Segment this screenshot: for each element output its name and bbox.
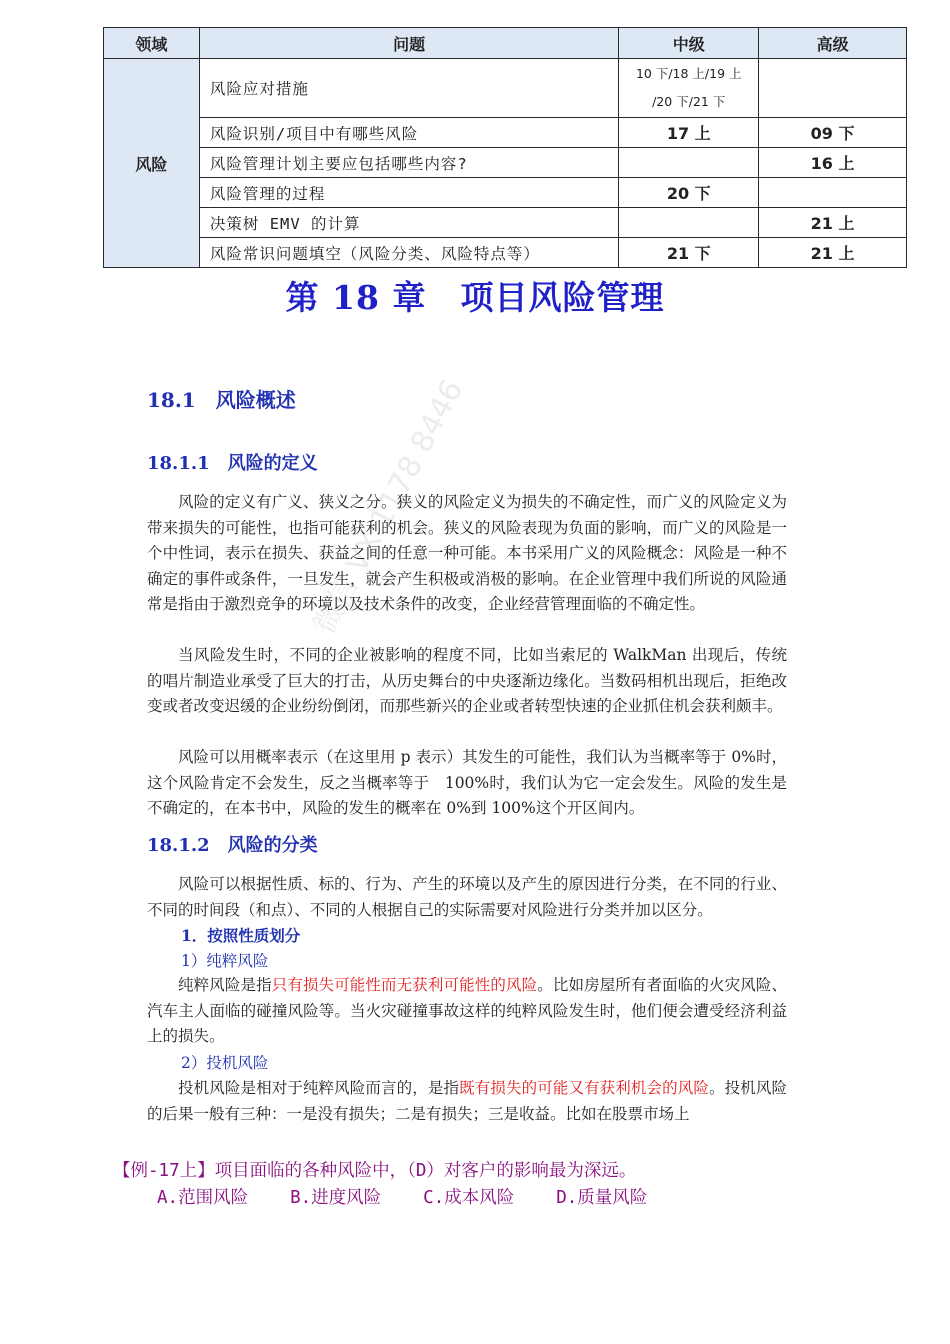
question-cell: 决策树 EMV 的计算 — [199, 208, 618, 238]
table-row — [104, 178, 907, 208]
mid-cell — [619, 148, 759, 178]
watermark: 微信 VX 1178 8446 — [307, 374, 471, 641]
high-cell: 21 上 — [759, 208, 907, 238]
header-high: 高级 — [759, 28, 907, 59]
question-cell: 风险应对措施 — [199, 59, 618, 118]
paragraph-probability: 风险可以用概率表示（在这里用 p 表示）其发生的可能性，我们认为当概率等于 0%时，这个风险肯定不会发生，反之当概率等于 100%时，我们认为它一定会发生。风险的发生是不确定的，在本书中，风险的发生的概率在 0%到 100%这个开区间内。 — [147, 748, 787, 817]
example-question: 【例-17上】项目面临的各种风险中，（D）对客户的影响最为深远。 — [113, 1161, 637, 1181]
highlight-text: 既有损失的可能又有获利机会的风险 — [459, 1079, 710, 1097]
high-cell — [759, 178, 907, 208]
header-question: 问题 — [199, 28, 618, 59]
paragraph-speculative-risk — [147, 1076, 787, 1127]
subsection-heading: 18.1.1 风险的定义 — [147, 453, 318, 474]
table-row — [104, 208, 907, 238]
table-row — [104, 238, 907, 268]
table-row — [104, 148, 907, 178]
chapter-title: 第 18 章 项目风险管理 — [285, 278, 665, 317]
high-cell: 09 下 — [759, 118, 907, 148]
area-cell: 风险 — [104, 59, 200, 268]
header-mid: 中级 — [619, 28, 759, 59]
paragraph-definition: 风险的定义有广义、狭义之分。狭义的风险定义为损失的不确定性，而广义的风险定义为带来损失的可能性，也指可能获利的机会。狭义的风险表现为负面的影响，而广义的风险是一个中性词，表示在损失、获益之间的任意一种可能。本书采用广义的风险概念：风险是一种不确定的事件或条件，一旦发生，就会产生积极或消极的影响。在企业管理中我们所说的风险通常是指由于激烈竞争的环境以及技术条件的改变，企业经营管理面临的不确定性。 — [147, 493, 787, 613]
option-b: B.进度风险 — [290, 1188, 382, 1208]
pure-risk-heading: 1）纯粹风险 — [181, 952, 269, 970]
high-cell — [759, 59, 907, 118]
mid-cell: 17 上 — [619, 118, 759, 148]
paragraph-classification: 风险可以根据性质、标的、行为、产生的环境以及产生的原因进行分类，在不同的行业、不同的时间段（和点）、不同的人根据自己的实际需要对风险进行分类并加以区分。 — [147, 875, 787, 919]
classification-heading: 1．按照性质划分 — [181, 926, 301, 945]
table-header-row — [104, 28, 907, 59]
question-table — [103, 27, 907, 268]
option-c: C.成本风险 — [423, 1188, 515, 1208]
paragraph-pure-risk — [147, 973, 787, 1050]
question-cell: 风险管理计划主要应包括哪些内容? — [199, 148, 618, 178]
mid-cell — [619, 59, 759, 118]
option-d: D.质量风险 — [556, 1188, 648, 1208]
text-span: 。投机风险的后果一般有三种：一是没有损失；二是有损失；三是收益。比如在股票市场上 — [147, 1079, 787, 1123]
speculative-risk-heading: 2）投机风险 — [181, 1054, 269, 1072]
subsection-heading: 18.1.2 风险的分类 — [147, 835, 318, 856]
highlight-text: 只有损失可能性而无获利可能性的风险 — [271, 976, 538, 994]
mid-cell — [619, 208, 759, 238]
high-cell: 16 上 — [759, 148, 907, 178]
text-span: 纯粹风险是指 — [178, 976, 272, 994]
question-cell: 风险管理的过程 — [199, 178, 618, 208]
table-row — [104, 118, 907, 148]
mid-line: 10 下/18 上/19 上 — [635, 66, 742, 81]
paragraph-impact: 当风险发生时，不同的企业被影响的程度不同，比如当索尼的 WalkMan 出现后，传统的唱片制造业承受了巨大的打击，从历史舞台的中央逐渐边缘化。当数码相机出现后，拒绝改变或者改变迟缓的企业纷纷倒闭，而那些新兴的企业或者转型快速的企业抓住机会获利颇丰。 — [147, 646, 787, 715]
high-cell: 21 上 — [759, 238, 907, 268]
question-cell: 风险识别/项目中有哪些风险 — [199, 118, 618, 148]
mid-line: /20 下/21 下 — [652, 94, 726, 109]
example-options — [157, 1184, 689, 1209]
text-span: 投机风险是相对于纯粹风险而言的，是指 — [178, 1079, 460, 1097]
mid-cell: 21 下 — [619, 238, 759, 268]
text-span: 。比如房屋所有者面临的火灾风险、汽车主人面临的碰撞风险等。当火灾碰撞事故这样的纯粹风险发生时，他们便会遭受经济利益上的损失。 — [147, 976, 787, 1045]
table-row — [104, 59, 907, 118]
question-cell: 风险常识问题填空（风险分类、风险特点等） — [199, 238, 618, 268]
mid-cell: 20 下 — [619, 178, 759, 208]
header-area: 领域 — [104, 28, 200, 59]
option-a: A.范围风险 — [157, 1188, 249, 1208]
section-heading: 18.1 风险概述 — [147, 388, 296, 412]
